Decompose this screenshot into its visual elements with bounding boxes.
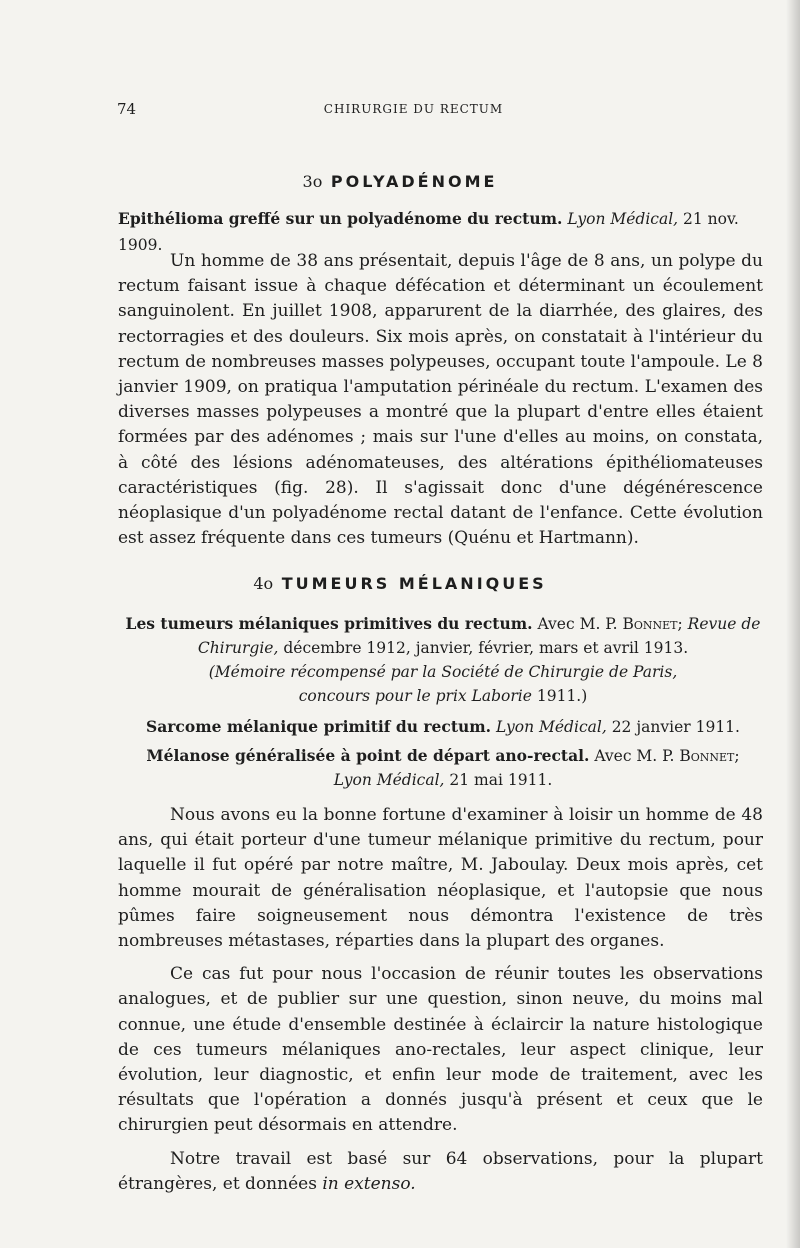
page-number: 74 bbox=[117, 100, 137, 118]
paragraph bbox=[118, 1147, 763, 1197]
paragraph: Nous avons eu la bonne fortune d'examiner à loisir un homme de 48 ans, qui était porteur d'une tumeur mélanique primitive du rectum, pour laquelle il fut opéré par notre maître, M. Jaboulay. Deux mois après, cet homme mourait de généralisation néoplasique, et l'autopsie que nous pûmes faire soigneusement nous démontra l'existence de très nombreuses métastases, réparties dans la plupart des organes. bbox=[118, 805, 763, 952]
reference-journal: Revue de Chirurgie, bbox=[197, 615, 761, 657]
reference-note-year: 1911.) bbox=[536, 687, 588, 705]
reference-date: décembre 1912, janvier, février, mars et avril 1913. bbox=[283, 639, 689, 657]
reference-journal: Lyon Médical, bbox=[333, 771, 445, 789]
reference-journal: Lyon Médical, bbox=[496, 718, 607, 736]
reference-tumeurs-melaniques bbox=[118, 612, 768, 708]
section-heading-tumeurs-melaniques bbox=[0, 574, 800, 593]
reference-title: Epithélioma greffé sur un polyadénome du rectum. bbox=[118, 209, 563, 228]
section-number: 4o bbox=[253, 574, 274, 593]
reference-melanose bbox=[118, 744, 768, 792]
section-number: 3o bbox=[302, 172, 323, 191]
reference-coauthor-prefix: Avec M. P. bbox=[537, 615, 618, 633]
reference-separator: ; bbox=[677, 615, 683, 633]
reference-coauthor-prefix: Avec M. P. bbox=[594, 747, 675, 765]
reference-title: Mélanose généralisée à point de départ ano-rectal. bbox=[146, 746, 590, 765]
running-head bbox=[117, 100, 770, 120]
section-heading-polyadenome bbox=[0, 172, 800, 191]
reference-note-prize: Laborie bbox=[471, 687, 532, 705]
paragraph: Un homme de 38 ans présentait, depuis l'âge de 8 ans, un polype du rectum faisant issue à chaque défécation et déterminant un écoulement sanguinolent. En juillet 1908, apparurent de la diarrhée, des glaires, des rectorragies et des douleurs. Six mois après, on constatait à l'intérieur du rectum de nombreuses masses polypeuses, occupant toute l'ampoule. Le 8 janvier 1909, on pratiqua l'amputation périnéale du rectum. L'examen des diverses masses polypeuses a montré que la plupart d'entre elles étaient formées par des adénomes ; mais sur l'une d'elles au moins, on constata, à côté des lésions adénomateuses, des altérations épithéliomateuses caractéristiques (fig. 28). Il s'agissait donc d'une dégénérescence néoplasique d'un polyadénome rectal datant de l'enfance. Cette évolution est assez fréquente dans ces tumeurs (Quénu et Hartmann). bbox=[118, 251, 763, 549]
reference-note-line2: concours pour le prix bbox=[298, 687, 467, 705]
reference-date: 21 mai 1911. bbox=[449, 771, 553, 789]
reference-sarcome bbox=[118, 714, 768, 740]
section3-body bbox=[118, 249, 763, 551]
running-title: CHIRURGIE DU RECTUM bbox=[323, 102, 504, 116]
section-title: POLYADÉNOME bbox=[330, 172, 498, 191]
reference-journal: Lyon Médical, bbox=[567, 210, 679, 228]
paragraph-italic: in extenso. bbox=[322, 1173, 416, 1194]
reference-note-line1: (Mémoire récompensé par la Société de Chirurgie de Paris, bbox=[208, 663, 678, 681]
reference-date: 21 nov. 1909. bbox=[118, 210, 739, 254]
reference-title: Sarcome mélanique primitif du rectum. bbox=[146, 717, 492, 736]
reference-coauthor: Bonnet bbox=[679, 747, 735, 765]
reference-coauthor: Bonnet bbox=[622, 615, 678, 633]
reference-date: 22 janvier 1911. bbox=[611, 718, 740, 736]
section-title: TUMEURS MÉLANIQUES bbox=[281, 574, 547, 593]
reference-separator: ; bbox=[734, 747, 740, 765]
paragraph: Ce cas fut pour nous l'occasion de réunir toutes les observations analogues, et de publier sur une question, sinon neuve, du moins mal connue, une étude d'ensemble destinée à éclaircir la nature histologique de ces tumeurs mélaniques ano-rectales, leur aspect clinique, leur évolution, leur diagnostic, et enfin leur mode de traitement, avec les résultats que l'opération a donnés jusqu'à présent et ceux que le chirurgien peut désormais en attendre. bbox=[118, 964, 763, 1136]
section4-body bbox=[118, 803, 763, 1197]
paragraph-text: Notre travail est basé sur 64 observations, pour la plupart étrangères, et données bbox=[118, 1148, 763, 1194]
reference-title: Les tumeurs mélaniques primitives du rectum. bbox=[125, 614, 533, 633]
